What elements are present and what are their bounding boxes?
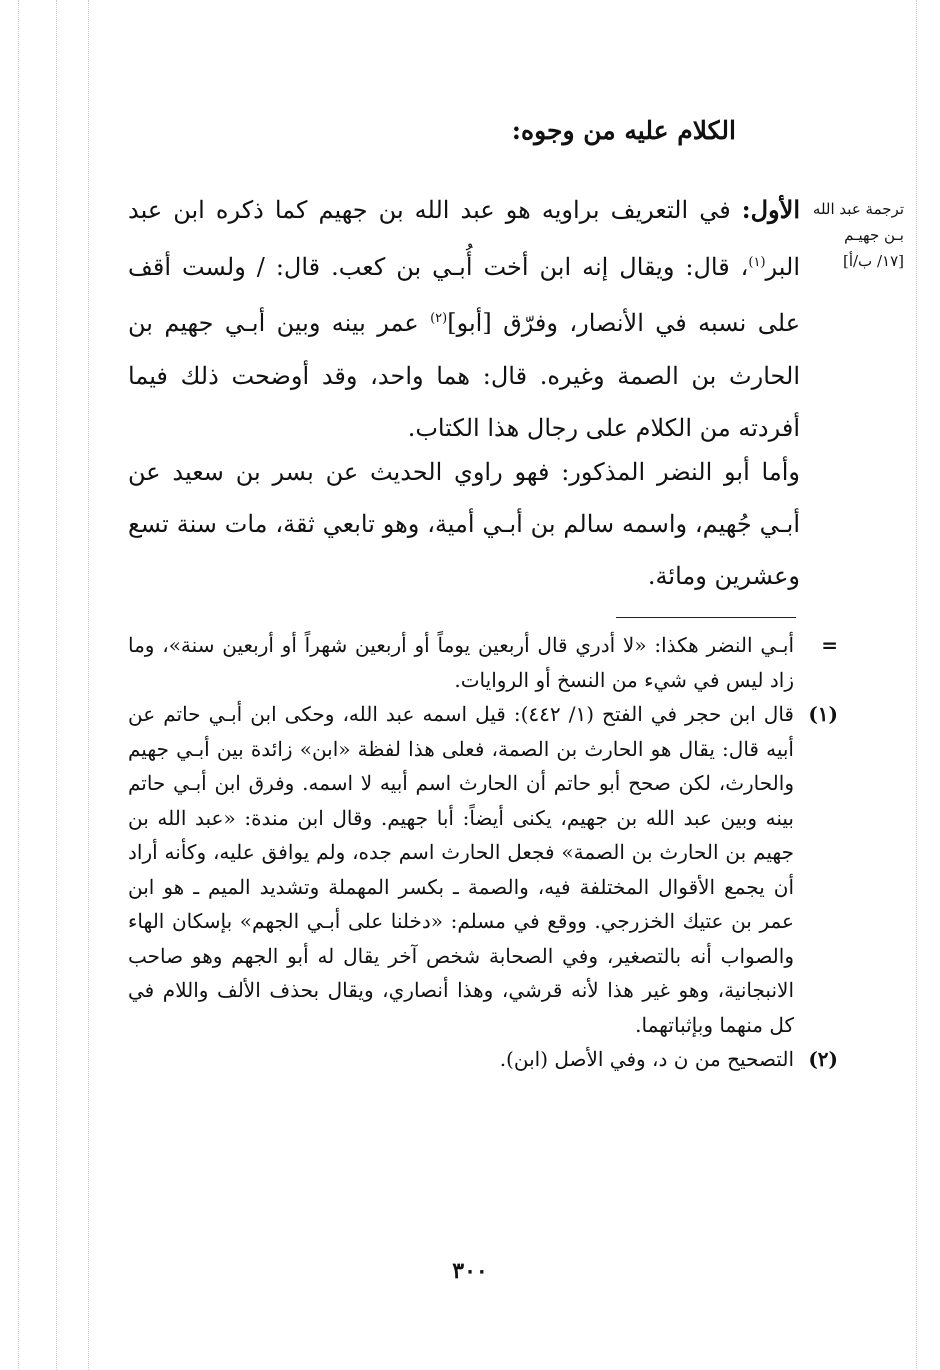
footnote-marker: (١) [808,702,838,726]
footnote [128,628,838,697]
footnote-ref: (١) [748,254,766,270]
margin-note-line: بـن جهيـم [844,226,904,244]
paragraph-text: في التعريف براويه هو عبد الله بن جهيم كما ذكره ابن عبد البر [128,196,800,281]
margin-note-line: ترجمة عبد الله [812,200,904,218]
section-heading: الكلام عليه من وجوه: [511,116,736,145]
footnote [128,697,838,1042]
scan-dotted-border [916,0,917,1370]
footnote-text: قال ابن حجر في الفتح (١/ ٤٤٢): قيل اسمه عبد الله، وحكى ابن أبـي حاتم عن أبيه قال: يقال هو الحارث بن الصمة، فعلى هذا لفظة «ابن» زائدة بين أبـي جهيم والحارث، لكن صحح أبو حاتم أن الحارث اسم أبيه لا اسمه. وفرق ابن أبـي حاتم بينه وبين عبد الله بن جهيم، يكنى أيضاً: أبا جهيم. وقال ابن مندة: «عبد الله بن جهيم بن الحارث بن الصمة» فجعل الحارث اسم جده، ولم يوافق عليه، وكأنه أراد أن يجمع الأقوال المختلفة فيه، والصمة ـ بكسر المهملة وتشديد الميم ـ هو ابن عمر بن عتيك الخزرجي. ووقع في مسلم: «دخلنا على أبـي الجهم» بإسكان الهاء والصواب أنه بالتصغير، وفي الصحابة شخص آخر يقال له أبو الجهم وهو صاحب الانبجانية، وهو غير هذا لأنه قرشي، وهذا أنصاري، ويقال بحذف الألف واللام في كل منهما وبإثباتهما. [128,702,794,1037]
scan-dotted-border [88,0,89,1370]
margin-note [808,196,904,274]
footnote-text: أبـي النضر هكذا: «لا أدري قال أربعين يوماً أو أربعين شهراً أو أربعين سنة»، وما زاد ليس في شيء من النسخ أو الروايات. [128,633,794,692]
footnotes [128,628,838,1077]
footnote [128,1042,838,1077]
margin-note-line: [١٧/ ب/أ] [842,252,904,270]
page-number: ٣٠٠ [452,1258,488,1284]
body-paragraph-1 [128,184,800,455]
scan-dotted-border [56,0,57,1370]
paragraph-lead: الأول: [741,195,800,224]
body-paragraph-2: وأما أبو النضر المذكور: فهو راوي الحديث عن بسر بن سعيد عن أبـي جُهيم، واسمه سالم بن أبـي أمية، وهو تابعي ثقة، مات سنة تسع وعشرين ومائة. [128,458,800,590]
footnote-marker: (٢) [808,1047,838,1071]
footnote-marker: = [821,633,838,657]
scan-dotted-border [18,0,19,1370]
footnote-separator [616,617,796,618]
footnote-text: التصحيح من ن د، وفي الأصل (ابن). [499,1047,794,1071]
footnote-ref: (٢) [430,311,448,326]
paragraph-text: ، قال: ويقال إنه ابن أخت أُبـي بن كعب. قال: / ولست أقف على نسبه في الأنصار، وفرّق [أبو] [128,252,801,337]
paragraph-text: عمر بينه وبين أبـي جهيم بن الحارث بن الصمة وغيره. قال: هما واحد، وقد أوضحت ذلك فيما أفردته من الكلام على رجال هذا الكتاب. [128,309,800,442]
